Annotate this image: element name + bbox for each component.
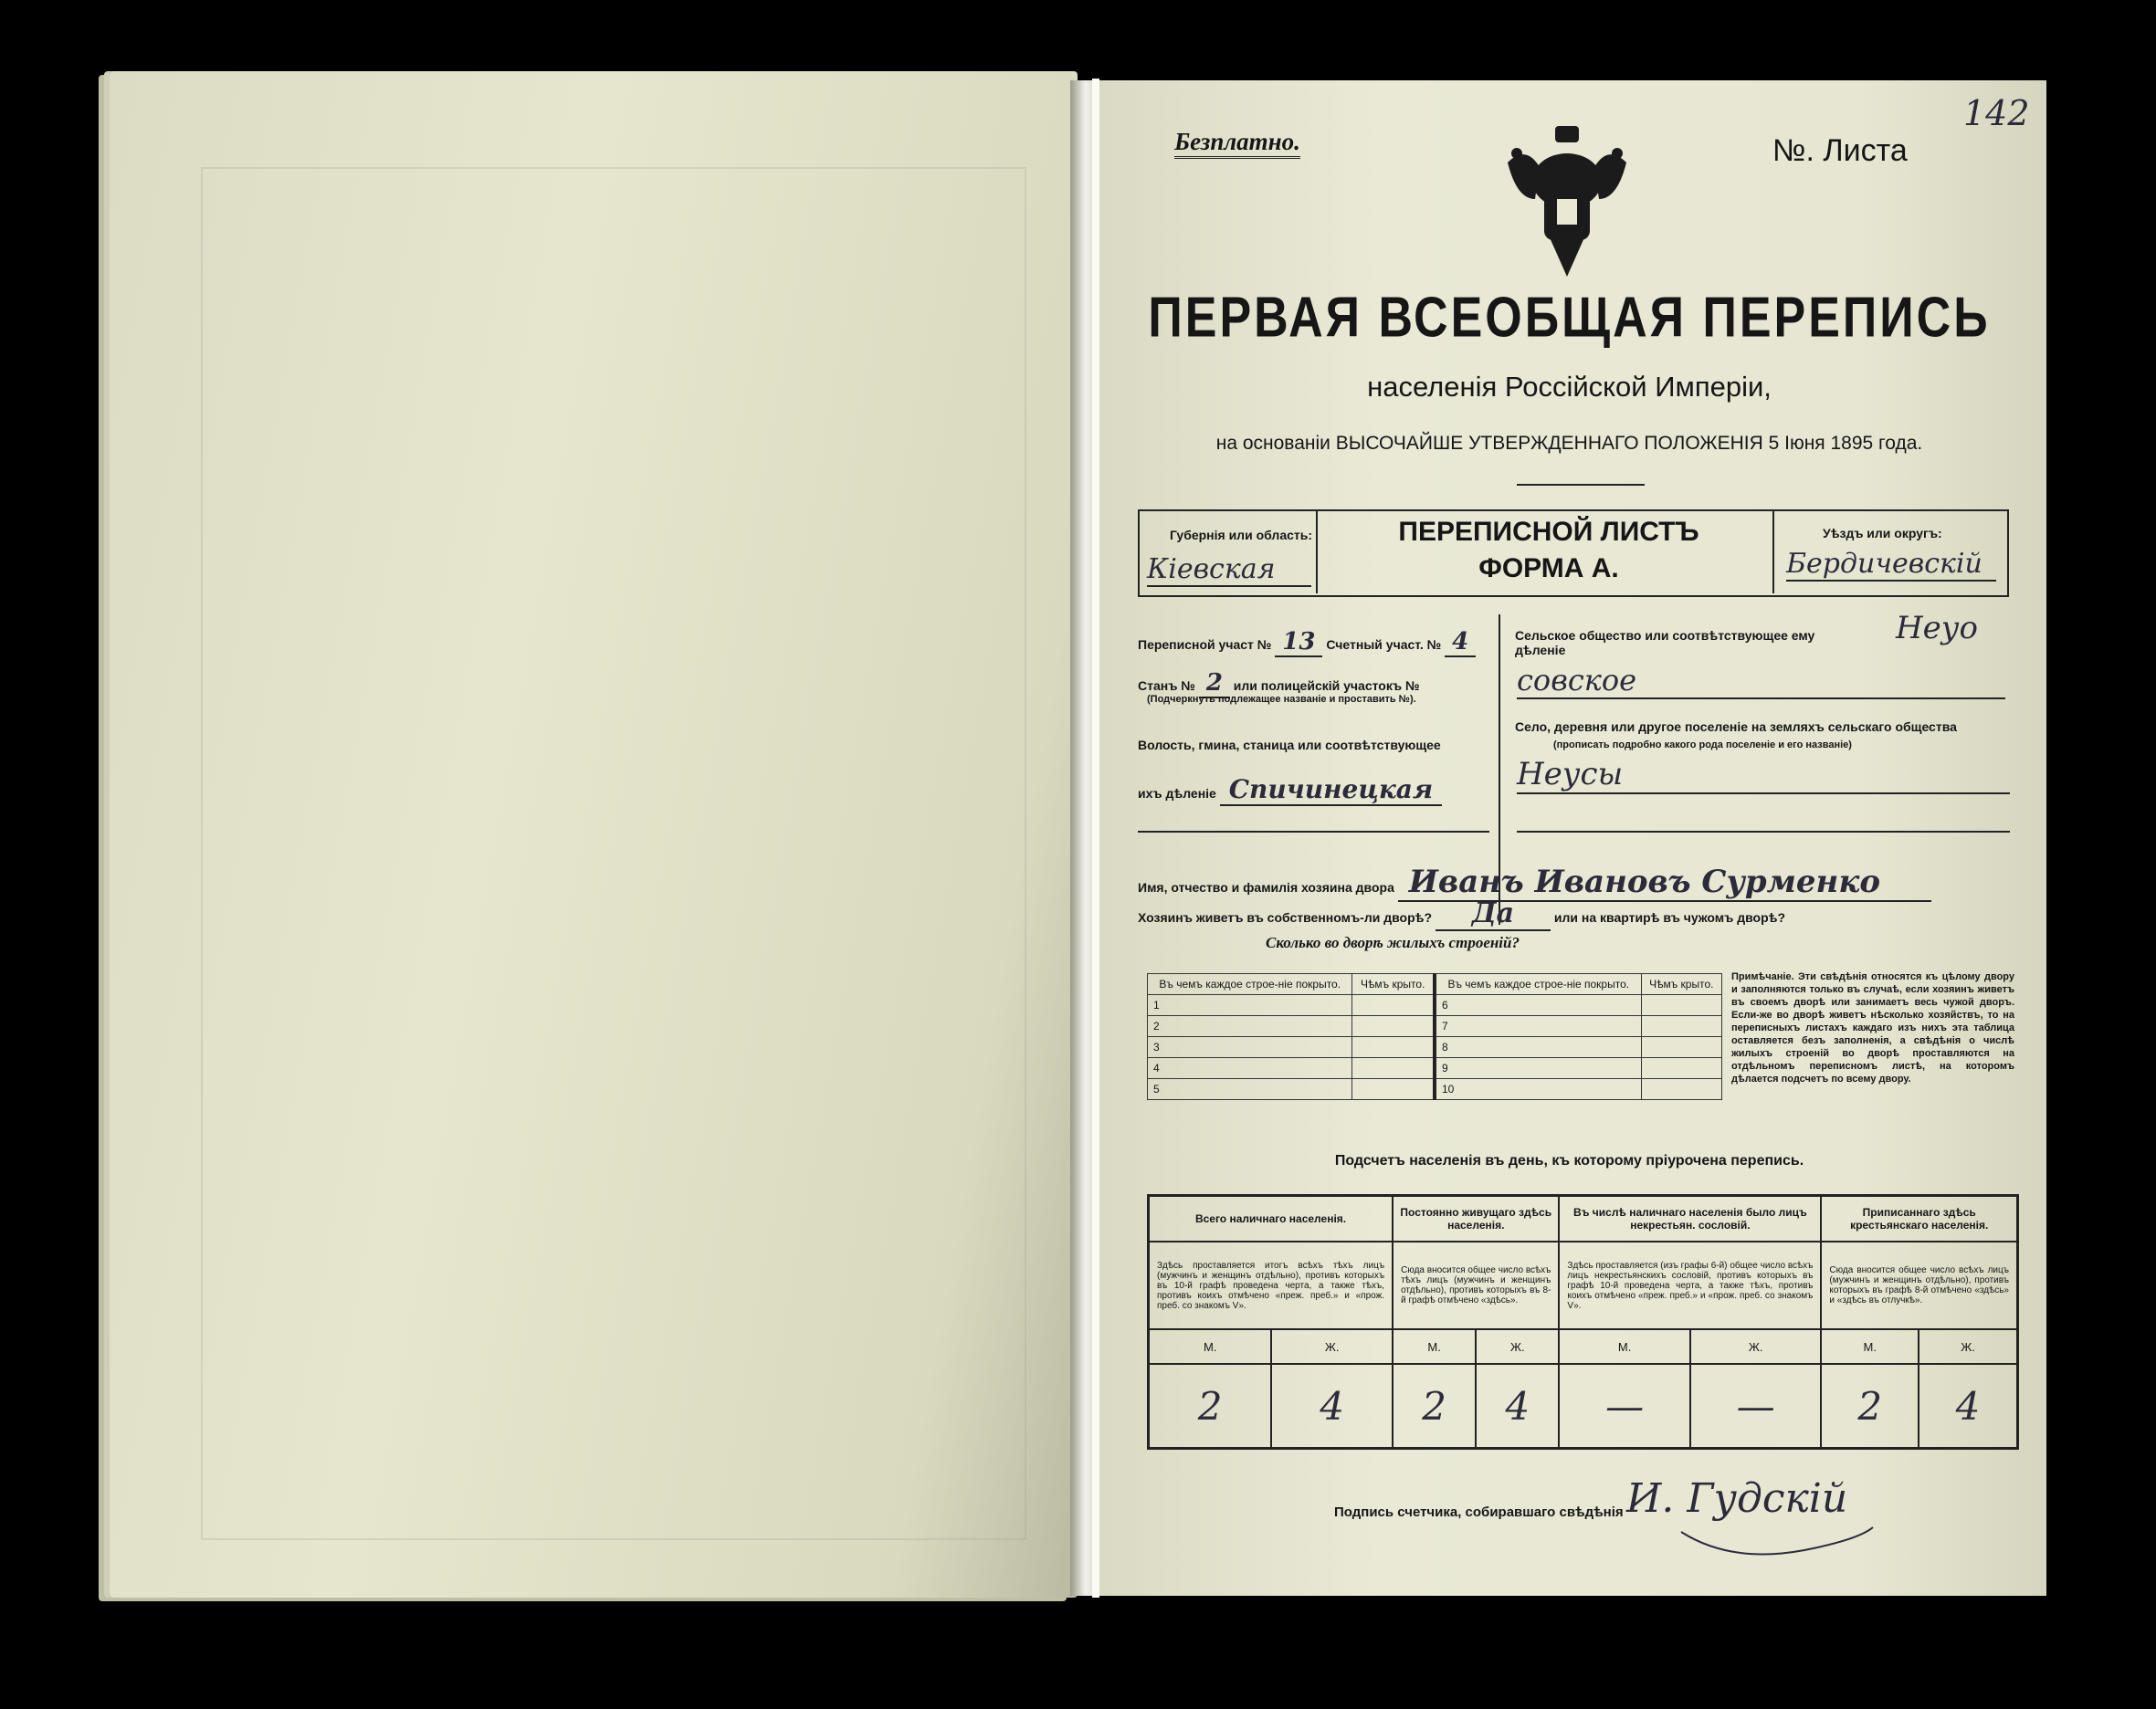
- buildings-note: Примѣчаніе. Эти свѣдѣнія относятся къ цѣлому двору и заполняются только въ случаѣ, если хозяинъ живетъ въ своемъ дворѣ или занимаетъ весь чужой дворъ. Если-же во дворѣ живетъ нѣсколько хозяйствъ, то на переписныхъ листахъ каждаго изъ нихъ эта таблица оставляется безъ заполненія, а свѣдѣнія о числѣ жилыхъ строеній во дворѣ проставляются на отдѣльномъ переписномъ листѣ, на которомъ дѣлается подсчетъ по всему двору.: [1731, 971, 2014, 1085]
- form-name: ФОРМА А.: [1478, 553, 1619, 583]
- male-header: М.: [1393, 1329, 1476, 1364]
- census-form-page: [1092, 80, 2046, 1596]
- owner-value: Иванъ Ивановъ Сурменко: [1398, 864, 1931, 902]
- row-number: 1: [1148, 995, 1352, 1016]
- district-value: Бердичевскій: [1786, 548, 1996, 582]
- form-title: ПЕРВАЯ ВСЕОБЩАЯ ПЕРЕПИСЬ: [1148, 286, 1991, 350]
- header-divider: [1316, 509, 1318, 593]
- ornament-divider: [1517, 484, 1645, 486]
- rule: [1138, 831, 1489, 833]
- rule: [1517, 831, 2010, 833]
- row-number: 7: [1435, 1016, 1641, 1037]
- sheet-title: ПЕРЕПИСНОЙ ЛИСТЪ: [1398, 517, 1699, 547]
- male-header: М.: [1559, 1329, 1690, 1364]
- permanent-male-value: 2: [1393, 1364, 1476, 1449]
- col-description: Сюда вносится общее число всѣхъ тѣхъ лицъ (мужчинъ и женщинъ отдѣльно), противъ которыхъ въ 8-й графѣ отмѣчено «здѣсь».: [1393, 1242, 1559, 1329]
- signature-flourish: [1677, 1523, 1877, 1559]
- volost-label: Волость, гмина, станица или соотвѣтствующее: [1138, 738, 1441, 752]
- population-heading: Подсчетъ населенія въ день, къ которому пріурочена перепись.: [1334, 1153, 1804, 1169]
- owner-label: Имя, отчество и фамилія хозяина двора: [1138, 880, 1394, 895]
- census-section-value: 13: [1275, 628, 1322, 657]
- total-female-value: 4: [1271, 1364, 1393, 1449]
- male-header: М.: [1149, 1329, 1272, 1364]
- society-label: Сельское общество или соотвѣтствующее ему дѣленіе: [1515, 628, 1815, 657]
- free-label: Безплатно.: [1174, 128, 1300, 159]
- stan-label: Станъ №: [1138, 678, 1195, 693]
- province-label: Губернія или область:: [1170, 528, 1313, 542]
- lives-label: Хозяинъ живетъ въ собственномъ-ли дворѣ?: [1138, 910, 1433, 925]
- sheet-number-label: №. Листа: [1772, 133, 1908, 168]
- col-header: Въ чемъ каждое строе-ніе покрыто.: [1148, 974, 1352, 995]
- table-row: [1148, 1079, 1722, 1100]
- form-basis: на основаніи ВЫСОЧАЙШЕ УТВЕРЖДЕННАГО ПОЛОЖЕНІЯ 5 Іюня 1895 года.: [1215, 433, 1923, 454]
- row-number: 10: [1435, 1079, 1641, 1100]
- row-number: 6: [1435, 995, 1641, 1016]
- signature-label: Подпись счетчика, собиравшаго свѣдѣнія: [1334, 1505, 1624, 1520]
- total-male-value: 2: [1149, 1364, 1272, 1449]
- population-table: [1147, 1194, 2019, 1450]
- lives-label-2: или на квартирѣ въ чужомъ дворѣ?: [1553, 910, 1786, 925]
- col-header-total: Всего наличнаго населенія.: [1149, 1196, 1394, 1242]
- header-divider: [1772, 509, 1774, 593]
- signature-value: И. Гудскій: [1626, 1475, 1848, 1522]
- table-row: [1148, 1058, 1722, 1079]
- lives-value: Да: [1436, 897, 1551, 931]
- col-header: Чѣмъ крыто.: [1352, 974, 1435, 995]
- stan-value: 2: [1199, 669, 1230, 698]
- row-number: 2: [1148, 1016, 1352, 1037]
- left-page-frame: [201, 167, 1026, 1540]
- female-header: Ж.: [1271, 1329, 1393, 1364]
- non-peasant-male-value: —: [1559, 1364, 1690, 1449]
- table-row: [1148, 1016, 1722, 1037]
- row-number: 5: [1148, 1079, 1352, 1100]
- col-header: Чѣмъ крыто.: [1641, 974, 1721, 995]
- buildings-label: Сколько во дворѣ жилыхъ строеній?: [1266, 934, 1520, 951]
- volost-value: Спичинецкая: [1220, 774, 1442, 806]
- table-row: [1148, 995, 1722, 1016]
- society-value-1: Неуо: [1896, 610, 1978, 646]
- col-description: Здѣсь проставляется (изъ графы 6-й) общее число всѣхъ лицъ некрестьянскихъ сословій, противъ которыхъ въ графѣ 10-й проведена черта, а также тѣхъ, противъ коихъ отмѣчено «преж. преб.» и «прож. преб. со знакомъ V».: [1559, 1242, 1821, 1329]
- village-label: Село, деревня или другое поселеніе на земляхъ сельскаго общества: [1515, 719, 1957, 734]
- col-header-registered: Приписаннаго здѣсь крестьянскаго населенія.: [1821, 1196, 2017, 1242]
- female-header: Ж.: [1690, 1329, 1822, 1364]
- police-label: или полицейскій участокъ №: [1233, 678, 1420, 693]
- buildings-table: [1147, 973, 1722, 1100]
- count-section-value: 4: [1445, 628, 1476, 657]
- row-number: 9: [1435, 1058, 1641, 1079]
- col-header: Въ чемъ каждое строе-ніе покрыто.: [1435, 974, 1641, 995]
- left-page: [110, 71, 1078, 1598]
- village-value: Неусы: [1517, 756, 2010, 794]
- stan-note: (Подчеркнуть подлежащее названіе и проставить №).: [1147, 694, 1416, 705]
- female-header: Ж.: [1476, 1329, 1559, 1364]
- male-header: М.: [1821, 1329, 1919, 1364]
- province-value: Кіевская: [1147, 553, 1311, 587]
- registered-male-value: 2: [1821, 1364, 1919, 1449]
- row-number: 8: [1435, 1037, 1641, 1058]
- village-note: (прописать подробно какого рода поселеніе и его названіе): [1553, 739, 1852, 750]
- table-row: [1149, 1364, 2018, 1449]
- col-description: Здѣсь проставляется итогъ всѣхъ тѣхъ лицъ (мужчинъ и женщинъ отдѣльно), противъ которыхъ въ 10-й графѣ проведена черта, а также тѣхъ, противъ коихъ отмѣчено «преж. преб.» и «прож. преб. со знакомъ V».: [1149, 1242, 1394, 1329]
- row-number: 3: [1148, 1037, 1352, 1058]
- page-edge: [1092, 79, 1099, 1598]
- district-label: Уѣздъ или округъ:: [1823, 526, 1942, 540]
- female-header: Ж.: [1919, 1329, 2017, 1364]
- col-description: Сюда вносится общее число всѣхъ лицъ (мужчинъ и женщинъ отдѣльно), противъ которыхъ въ графѣ 8-й отмѣчено «здѣсь» и «здѣсь въ отлучкѣ».: [1821, 1242, 2017, 1329]
- non-peasant-female-value: —: [1690, 1364, 1822, 1449]
- double-headed-eagle-emblem: [1499, 126, 1635, 281]
- col-header-permanent: Постоянно живущаго здѣсь населенія.: [1393, 1196, 1559, 1242]
- registered-female-value: 4: [1919, 1364, 2017, 1449]
- sheet-number-handwritten: 142: [1963, 93, 2030, 133]
- society-value-2: совское: [1517, 663, 2005, 699]
- volost-label-2: ихъ дѣленіе: [1138, 786, 1216, 801]
- permanent-female-value: 4: [1476, 1364, 1559, 1449]
- row-number: 4: [1148, 1058, 1352, 1079]
- table-row: [1148, 1037, 1722, 1058]
- form-subtitle: населенія Россійской Имперіи,: [1367, 371, 1772, 403]
- count-section-label: Счетный участ. №: [1326, 637, 1442, 652]
- census-section-label: Переписной участ №: [1138, 637, 1272, 652]
- col-header-non-peasant: Въ числѣ наличнаго населенія было лицъ некрестьян. сословій.: [1559, 1196, 1821, 1242]
